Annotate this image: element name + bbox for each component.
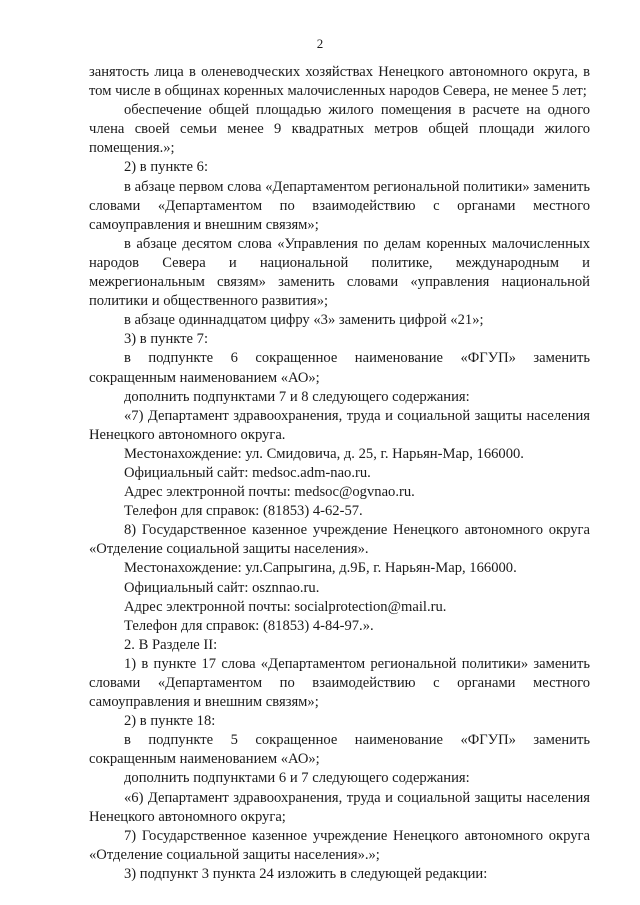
- paragraph: Официальный сайт: osznnao.ru.: [124, 579, 320, 596]
- paragraph: в абзаце первом слова «Департаментом региональной политики» заменить словами «Департаментом по взаимодействию с органами местного самоуправления и внешним связям»;: [89, 178, 590, 233]
- paragraph: в абзаце десятом слова «Управления по делам коренных малочисленных народов Севера и национальной политике, международным и межрегиональным связям» заменить словами «управления национальной политики и общественного развития»;: [89, 235, 590, 310]
- paragraph: в подпункте 6 сокращенное наименование «ФГУП» заменить сокращенным наименованием «АО»;: [89, 350, 590, 386]
- paragraph: 1) в пункте 17 слова «Департаментом региональной политики» заменить словами «Департаментом по взаимодействию с органами местного самоуправления и внешним связям»;: [89, 655, 590, 711]
- paragraph: «6) Департамент здравоохранения, труда и социальной защиты населения Ненецкого автономного округа;: [89, 789, 590, 825]
- paragraph: 3) в пункте 7:: [124, 331, 209, 348]
- paragraph: дополнить подпунктами 7 и 8 следующего содержания:: [124, 388, 470, 405]
- paragraph: Официальный сайт: medsoc.adm-nao.ru.: [124, 464, 371, 481]
- paragraph: в подпункте 5 сокращенное наименование «ФГУП» заменить сокращенным наименованием «АО»;: [89, 732, 590, 768]
- paragraph: Адрес электронной почты: medsoc@ogvnao.ru.: [124, 484, 415, 501]
- paragraph: 3) подпункт 3 пункта 24 изложить в следующей редакции:: [124, 865, 488, 882]
- paragraph: «7) Департамент здравоохранения, труда и социальной защиты населения Ненецкого автономного округа.: [89, 407, 590, 443]
- paragraph: 2. В Разделе II:: [124, 636, 218, 653]
- paragraph: Телефон для справок: (81853) 4-84-97.».: [124, 617, 374, 634]
- paragraph: Телефон для справок: (81853) 4-62-57.: [124, 503, 363, 520]
- paragraph: 2) в пункте 6:: [124, 159, 209, 176]
- paragraph: 8) Государственное казенное учреждение Ненецкого автономного округа «Отделение социальной защиты населения».: [89, 522, 590, 558]
- page-number: 2: [316, 36, 324, 51]
- paragraph: Адрес электронной почты: socialprotection@mail.ru.: [124, 598, 447, 615]
- paragraph: Местонахождение: ул.Сапрыгина, д.9Б, г. Нарьян-Мар, 166000.: [124, 560, 517, 577]
- paragraph: занятость лица в оленеводческих хозяйствах Ненецкого автономного округа, в том числе в общинах коренных малочисленных народов Севера, не менее 5 лет;: [89, 64, 590, 100]
- document-body: [89, 63, 590, 884]
- paragraph: дополнить подпунктами 6 и 7 следующего содержания:: [124, 770, 470, 787]
- paragraph: в абзаце одиннадцатом цифру «3» заменить цифрой «21»;: [124, 312, 484, 329]
- paragraph: обеспечение общей площадью жилого помещения в расчете на одного члена своей семьи менее 9 квадратных метров общей площади жилого помещения.»;: [89, 102, 590, 157]
- paragraph: 7) Государственное казенное учреждение Ненецкого автономного округа «Отделение социальной защиты населения».»;: [89, 827, 590, 863]
- paragraph: Местонахождение: ул. Смидовича, д. 25, г. Нарьян-Мар, 166000.: [124, 445, 524, 462]
- paragraph: 2) в пункте 18:: [124, 713, 216, 730]
